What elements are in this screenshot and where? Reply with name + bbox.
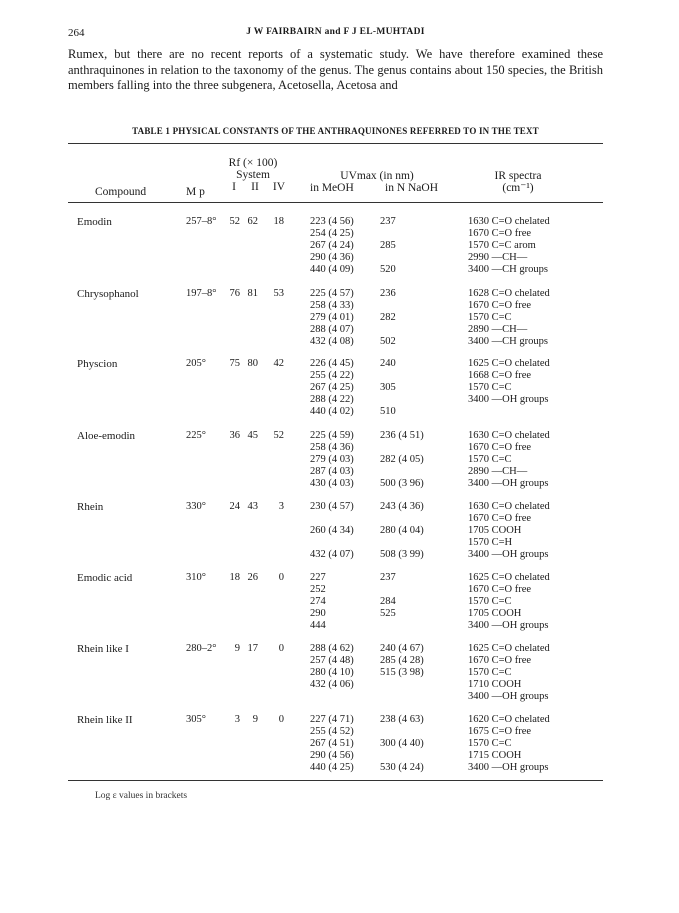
uv-meoh-value: 440 (4 25): [310, 762, 354, 773]
rf-system-2: 43: [247, 501, 258, 512]
uv-naoh-value: 237: [380, 572, 396, 583]
uv-meoh-value: 225 (4 57): [310, 288, 354, 299]
ir-value: 3400 —OH groups: [468, 549, 549, 560]
header-rf-col-3: IV: [272, 181, 286, 193]
uv-naoh-value: 243 (4 36): [380, 501, 424, 512]
uv-naoh-value: 284: [380, 596, 396, 607]
melting-point: 305°: [186, 714, 206, 725]
ir-value: 1670 C=O free: [468, 228, 532, 239]
uv-naoh-value: 238 (4 63): [380, 714, 424, 725]
uv-meoh-value: 290: [310, 608, 326, 619]
header-mp: M p: [186, 186, 205, 198]
header-rf-col-2: II: [251, 181, 259, 193]
uv-meoh-value: 267 (4 25): [310, 382, 354, 393]
melting-point: 257–8°: [186, 216, 217, 227]
ir-value: 1570 C=C: [468, 596, 512, 607]
rf-system-1: 3: [234, 714, 240, 725]
rf-system-4: 0: [278, 572, 284, 583]
uv-naoh-value: 510: [380, 406, 396, 417]
rf-system-4: 18: [273, 216, 284, 227]
ir-list: [468, 714, 550, 774]
ir-value: 1630 C=O chelated: [468, 216, 550, 227]
uv-naoh-value: [380, 620, 396, 632]
ir-value: 1670 C=O free: [468, 300, 532, 311]
ir-value: 1670 C=O free: [468, 513, 532, 524]
uv-meoh-list: [310, 572, 326, 632]
uv-meoh-value: 440 (4 09): [310, 264, 354, 275]
ir-value: 1668 C=O free: [468, 370, 532, 381]
header-rf-col-1: I: [232, 181, 236, 193]
uv-meoh-value: 257 (4 48): [310, 655, 354, 666]
melting-point: 330°: [186, 501, 206, 512]
ir-list: [468, 216, 550, 276]
uv-meoh-value: 260 (4 34): [310, 525, 354, 536]
uv-naoh-value: [380, 394, 396, 406]
uv-naoh-value: [380, 252, 396, 264]
ir-value: 1570 C=C: [468, 382, 512, 393]
uv-naoh-value: 530 (4 24): [380, 762, 424, 773]
uv-naoh-value: [380, 300, 396, 312]
uv-naoh-value: 515 (3 98): [380, 667, 424, 678]
uv-meoh-value: 225 (4 59): [310, 430, 354, 441]
header-rf: Rf (× 100): [228, 157, 278, 169]
ir-value: 2890 —CH—: [468, 466, 528, 477]
uv-naoh-value: 508 (3 99): [380, 549, 424, 560]
uv-naoh-list: [380, 501, 424, 561]
uv-naoh-list: [380, 572, 396, 632]
rf-system-4: 0: [278, 714, 284, 725]
rf-system-2: 62: [247, 216, 258, 227]
rf-system-2: 26: [247, 572, 258, 583]
table-caption: TABLE 1 PHYSICAL CONSTANTS OF THE ANTHRAQUINONES REFERRED TO IN THE TEXT: [132, 126, 539, 136]
uv-meoh-value: 223 (4 56): [310, 216, 354, 227]
rf-system-1: 9: [234, 643, 240, 654]
ir-value: 1570 C=C arom: [468, 240, 536, 251]
uv-naoh-list: [380, 714, 424, 774]
uv-meoh-value: 267 (4 51): [310, 738, 354, 749]
uv-naoh-list: [380, 288, 396, 348]
ir-value: 1670 C=O free: [468, 442, 532, 453]
rf-system-1: 52: [229, 216, 240, 227]
rf-system-4: 3: [278, 501, 284, 512]
ir-value: 1625 C=O chelated: [468, 643, 550, 654]
uv-meoh-list: [310, 288, 354, 348]
uv-meoh-list: [310, 643, 354, 691]
uv-naoh-value: [380, 726, 424, 738]
compound-name: Rhein: [77, 501, 104, 513]
uv-naoh-list: [380, 430, 424, 490]
ir-list: [468, 572, 550, 632]
uv-naoh-value: 500 (3 96): [380, 478, 424, 489]
uv-naoh-value: 285: [380, 240, 396, 251]
ir-value: 1715 COOH: [468, 750, 522, 761]
uv-naoh-value: [380, 513, 424, 525]
ir-value: 3400 —OH groups: [468, 394, 549, 405]
intro-paragraph: [68, 47, 603, 94]
compound-name: Rhein like I: [77, 643, 129, 655]
uv-meoh-list: [310, 501, 354, 561]
ir-value: 1705 COOH: [468, 525, 522, 536]
uv-naoh-list: [380, 216, 396, 276]
uv-meoh-value: 258 (4 36): [310, 442, 354, 453]
uv-meoh-value: 444: [310, 620, 326, 631]
ir-value: 2890 —CH—: [468, 324, 528, 335]
uv-meoh-value: 440 (4 02): [310, 406, 354, 417]
ir-list: [468, 643, 550, 703]
uv-meoh-value: [310, 513, 354, 525]
uv-meoh-value: 227: [310, 572, 326, 583]
uv-naoh-value: [380, 228, 396, 240]
melting-point: 280–2°: [186, 643, 217, 654]
header-ir-unit: (cm⁻¹): [502, 182, 534, 194]
uv-naoh-value: [380, 750, 424, 762]
ir-value: 2990 —CH—: [468, 252, 528, 263]
uv-naoh-value: 525: [380, 608, 396, 619]
rf-system-1: 76: [229, 288, 240, 299]
uv-naoh-value: [380, 584, 396, 596]
uv-meoh-value: 258 (4 33): [310, 300, 354, 311]
uv-meoh-value: 430 (4 03): [310, 478, 354, 489]
uv-meoh-list: [310, 216, 354, 276]
ir-value: 1620 C=O chelated: [468, 714, 550, 725]
ir-value: 3400 —CH groups: [468, 264, 548, 275]
compound-name: Chrysophanol: [77, 288, 139, 300]
uv-naoh-value: 285 (4 28): [380, 655, 424, 666]
compound-name: Physcion: [77, 358, 118, 370]
header-compound: Compound: [95, 186, 147, 198]
uv-meoh-value: 290 (4 56): [310, 750, 354, 761]
rf-system-2: 80: [247, 358, 258, 369]
rf-system-2: 9: [252, 714, 258, 725]
uv-meoh-list: [310, 714, 354, 774]
uv-meoh-value: 255 (4 22): [310, 370, 354, 381]
uv-meoh-value: 288 (4 07): [310, 324, 354, 335]
compound-name: Emodin: [77, 216, 112, 228]
uv-naoh-value: [380, 537, 424, 549]
melting-point: 197–8°: [186, 288, 217, 299]
table-top-rule: [68, 143, 603, 144]
uv-naoh-value: [380, 442, 424, 454]
rf-system-4: 42: [273, 358, 284, 369]
uv-naoh-value: 520: [380, 264, 396, 275]
rf-system-4: 53: [273, 288, 284, 299]
rf-system-2: 17: [247, 643, 258, 654]
ir-list: [468, 501, 550, 561]
compound-name: Emodic acid: [77, 572, 133, 584]
ir-value: 1628 C=O chelated: [468, 288, 550, 299]
ir-value: 3400 —OH groups: [468, 762, 549, 773]
uv-meoh-value: 432 (4 08): [310, 336, 354, 347]
rf-system-2: 81: [247, 288, 258, 299]
rf-system-1: 36: [229, 430, 240, 441]
rf-system-4: 0: [278, 643, 284, 654]
header-rf-system: System: [236, 169, 270, 181]
uv-meoh-value: [310, 537, 354, 549]
ir-value: 1570 C=C: [468, 312, 512, 323]
page-number: 264: [68, 27, 85, 39]
uv-meoh-list: [310, 358, 354, 418]
uv-meoh-value: 287 (4 03): [310, 466, 354, 477]
rf-system-2: 45: [247, 430, 258, 441]
uv-meoh-value: 290 (4 36): [310, 252, 354, 263]
ir-value: 1630 C=O chelated: [468, 430, 550, 441]
compound-name: Rhein like II: [77, 714, 133, 726]
header-ir: IR spectra: [494, 170, 542, 182]
rf-system-4: 52: [273, 430, 284, 441]
uv-naoh-value: [380, 324, 396, 336]
melting-point: 205°: [186, 358, 206, 369]
table-bottom-rule: [68, 780, 603, 781]
ir-value: 1670 C=O free: [468, 655, 532, 666]
ir-value: 1570 C=C: [468, 667, 512, 678]
uv-naoh-value: 237: [380, 216, 396, 227]
ir-value: 3400 —OH groups: [468, 620, 549, 631]
uv-naoh-value: 305: [380, 382, 396, 393]
uv-naoh-value: [380, 370, 396, 382]
melting-point: 310°: [186, 572, 206, 583]
uv-naoh-value: 280 (4 04): [380, 525, 424, 536]
uv-naoh-value: 282 (4 05): [380, 454, 424, 465]
uv-naoh-value: [380, 466, 424, 478]
rf-system-1: 24: [229, 501, 240, 512]
uv-meoh-value: 254 (4 25): [310, 228, 354, 239]
ir-value: 3400 —CH groups: [468, 336, 548, 347]
ir-value: 1675 C=O free: [468, 726, 532, 737]
uv-naoh-value: 240 (4 67): [380, 643, 424, 654]
table-footnote: Log ε values in brackets: [95, 791, 188, 801]
uv-meoh-value: 432 (4 06): [310, 679, 354, 690]
uv-naoh-value: 282: [380, 312, 396, 323]
running-head: J W FAIRBAIRN and F J EL-MUHTADI: [246, 27, 425, 37]
ir-list: [468, 358, 550, 406]
uv-naoh-value: 240: [380, 358, 396, 369]
ir-value: 1625 C=O chelated: [468, 572, 550, 583]
uv-meoh-value: 267 (4 24): [310, 240, 354, 251]
ir-value: 1630 C=O chelated: [468, 501, 550, 512]
uv-meoh-value: 279 (4 03): [310, 454, 354, 465]
uv-meoh-value: 279 (4 01): [310, 312, 354, 323]
intro-text: Rumex, but there are no recent reports of a systematic study. We have therefore examined these anthraquinones in relation to the taxonomy of the genus. The genus contains about 150 species, the British members falling into the three subgenera, Acetosella, Acetosa and: [68, 47, 603, 92]
melting-point: 225°: [186, 430, 206, 441]
uv-meoh-value: 288 (4 62): [310, 643, 354, 654]
compound-name: Aloe-emodin: [77, 430, 136, 442]
uv-naoh-list: [380, 358, 396, 418]
ir-value: 1570 C=C: [468, 454, 512, 465]
header-uv: UVmax (in nm): [340, 170, 414, 182]
uv-meoh-value: 280 (4 10): [310, 667, 354, 678]
header-uv-naoh: in N NaOH: [385, 182, 439, 194]
uv-meoh-list: [310, 430, 354, 490]
uv-naoh-value: 236: [380, 288, 396, 299]
uv-meoh-value: 226 (4 45): [310, 358, 354, 369]
ir-value: 3400 —OH groups: [468, 691, 549, 702]
ir-value: 3400 —OH groups: [468, 478, 549, 489]
uv-meoh-value: 252: [310, 584, 326, 595]
ir-value: 1705 COOH: [468, 608, 522, 619]
uv-naoh-value: 236 (4 51): [380, 430, 424, 441]
ir-value: 1570 C=H: [468, 537, 513, 548]
uv-meoh-value: 227 (4 71): [310, 714, 354, 725]
ir-list: [468, 288, 550, 348]
rf-system-1: 75: [229, 358, 240, 369]
uv-naoh-value: 300 (4 40): [380, 738, 424, 749]
ir-list: [468, 430, 550, 490]
ir-value: 1570 C=C: [468, 738, 512, 749]
ir-value: 1710 COOH: [468, 679, 522, 690]
uv-meoh-value: 288 (4 22): [310, 394, 354, 405]
uv-meoh-value: 230 (4 57): [310, 501, 354, 512]
rf-system-1: 18: [229, 572, 240, 583]
uv-naoh-value: 502: [380, 336, 396, 347]
table-header-rule: [68, 202, 603, 203]
header-uv-meoh: in MeOH: [310, 182, 354, 194]
ir-value: 1670 C=O free: [468, 584, 532, 595]
uv-meoh-value: 432 (4 07): [310, 549, 354, 560]
uv-meoh-value: 274: [310, 596, 326, 607]
ir-value: 1625 C=O chelated: [468, 358, 550, 369]
uv-naoh-list: [380, 643, 424, 679]
uv-meoh-value: 255 (4 52): [310, 726, 354, 737]
